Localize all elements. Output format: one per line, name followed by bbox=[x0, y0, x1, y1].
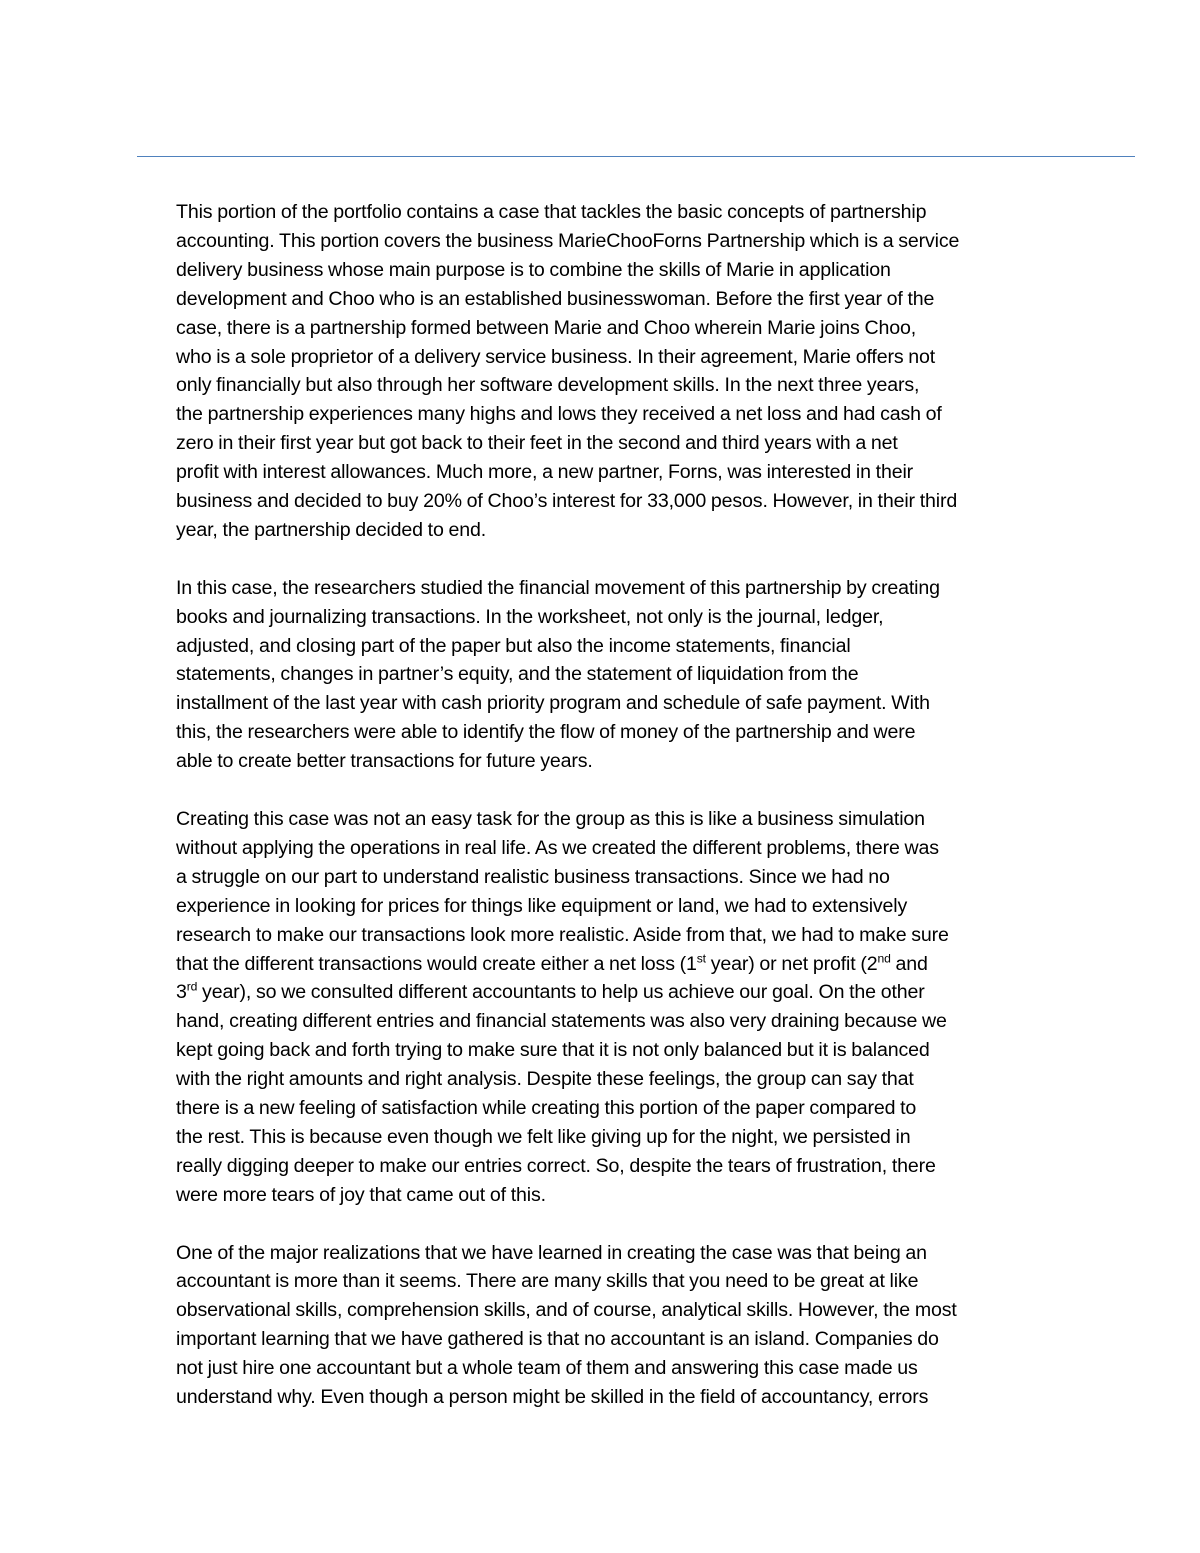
text-line: who is a sole proprietor of a delivery service business. In their agreement, Marie offers not bbox=[176, 345, 936, 368]
text-line: this, the researchers were able to identify the flow of money of the partnership and were bbox=[176, 721, 916, 744]
text-line: with the right amounts and right analysis. Despite these feelings, the group can say that bbox=[176, 1068, 914, 1091]
superscript: st bbox=[696, 951, 706, 965]
text-line: This portion of the portfolio contains a case that tackles the basic concepts of partnership bbox=[176, 201, 927, 223]
text-line: were more tears of joy that came out of this. bbox=[176, 1183, 546, 1206]
text-line: a struggle on our part to understand realistic business transactions. Since we had no bbox=[176, 865, 890, 888]
body-text bbox=[176, 198, 1066, 1441]
text-line: not just hire one accountant but a whole team of them and answering this case made us bbox=[176, 1357, 918, 1380]
text-line: books and journalizing transactions. In the worksheet, not only is the journal, ledger, bbox=[176, 605, 884, 628]
text-line: accountant is more than it seems. There are many skills that you need to be great at like bbox=[176, 1270, 919, 1293]
text-line: zero in their first year but got back to their feet in the second and third years with a net bbox=[176, 432, 898, 455]
text-line: development and Choo who is an established businesswoman. Before the first year of the bbox=[176, 287, 935, 310]
header-rule bbox=[137, 156, 1135, 157]
text-line: understand why. Even though a person might be skilled in the field of accountancy, errors bbox=[176, 1386, 929, 1409]
text-segment: and bbox=[890, 952, 928, 975]
text-line: kept going back and forth trying to make sure that it is not only balanced but it is balanced bbox=[176, 1039, 930, 1062]
text-line: experience in looking for prices for things like equipment or land, we had to extensively bbox=[176, 894, 908, 917]
text-line: important learning that we have gathered is that no accountant is an island. Companies do bbox=[176, 1328, 939, 1351]
text-line: One of the major realizations that we have learned in creating the case was that being an bbox=[176, 1241, 927, 1264]
text-line: year, the partnership decided to end. bbox=[176, 518, 487, 541]
superscript: nd bbox=[877, 951, 891, 965]
text-line: observational skills, comprehension skills, and of course, analytical skills. However, the most bbox=[176, 1299, 957, 1322]
text-line: only financially but also through her software development skills. In the next three years, bbox=[176, 374, 920, 397]
text-segment: 3 bbox=[176, 981, 187, 1004]
paragraph-research bbox=[176, 574, 1066, 776]
text-line: able to create better transactions for future years. bbox=[176, 750, 593, 773]
text-line: accounting. This portion covers the business MarieChooForns Partnership which is a service bbox=[176, 229, 960, 252]
text-line: adjusted, and closing part of the paper but also the income statements, financial bbox=[176, 634, 851, 657]
text-segment: year) or net profit (2 bbox=[705, 952, 878, 975]
text-line: research to make our transactions look more realistic. Aside from that, we had to make sure bbox=[176, 923, 949, 946]
text-line-superscripts bbox=[176, 978, 1066, 1007]
paragraph-challenges bbox=[176, 805, 1066, 1210]
text-line: without applying the operations in real life. As we created the different problems, there was bbox=[176, 836, 939, 859]
text-line: hand, creating different entries and financial statements was also very draining because we bbox=[176, 1010, 947, 1033]
text-line: Creating this case was not an easy task for the group as this is like a business simulation bbox=[176, 808, 925, 830]
text-line: the rest. This is because even though we felt like giving up for the night, we persisted in bbox=[176, 1125, 911, 1148]
text-line: statements, changes in partner’s equity, and the statement of liquidation from the bbox=[176, 663, 859, 686]
paragraph-intro bbox=[176, 198, 1066, 545]
text-line: In this case, the researchers studied the financial movement of this partnership by creating bbox=[176, 576, 940, 599]
superscript: rd bbox=[186, 979, 198, 994]
text-line-superscripts bbox=[176, 950, 1066, 979]
text-line: delivery business whose main purpose is to combine the skills of Marie in application bbox=[176, 258, 891, 281]
text-line: really digging deeper to make our entries correct. So, despite the tears of frustration, there bbox=[176, 1154, 936, 1177]
text-line: profit with interest allowances. Much more, a new partner, Forns, was interested in their bbox=[176, 461, 914, 484]
text-line: the partnership experiences many highs and lows they received a net loss and had cash of bbox=[176, 403, 942, 426]
paragraph-realizations bbox=[176, 1239, 1066, 1412]
text-line: business and decided to buy 20% of Choo’s interest for 33,000 pesos. However, in their third bbox=[176, 490, 958, 513]
text-segment: year), so we consulted different accountants to help us achieve our goal. On the other bbox=[197, 981, 925, 1004]
text-line: case, there is a partnership formed between Marie and Choo wherein Marie joins Choo, bbox=[176, 316, 917, 339]
text-segment: that the different transactions would create either a net loss (1 bbox=[176, 952, 697, 975]
text-line: installment of the last year with cash priority program and schedule of safe payment. With bbox=[176, 692, 930, 715]
text-line: there is a new feeling of satisfaction while creating this portion of the paper compared to bbox=[176, 1097, 917, 1120]
